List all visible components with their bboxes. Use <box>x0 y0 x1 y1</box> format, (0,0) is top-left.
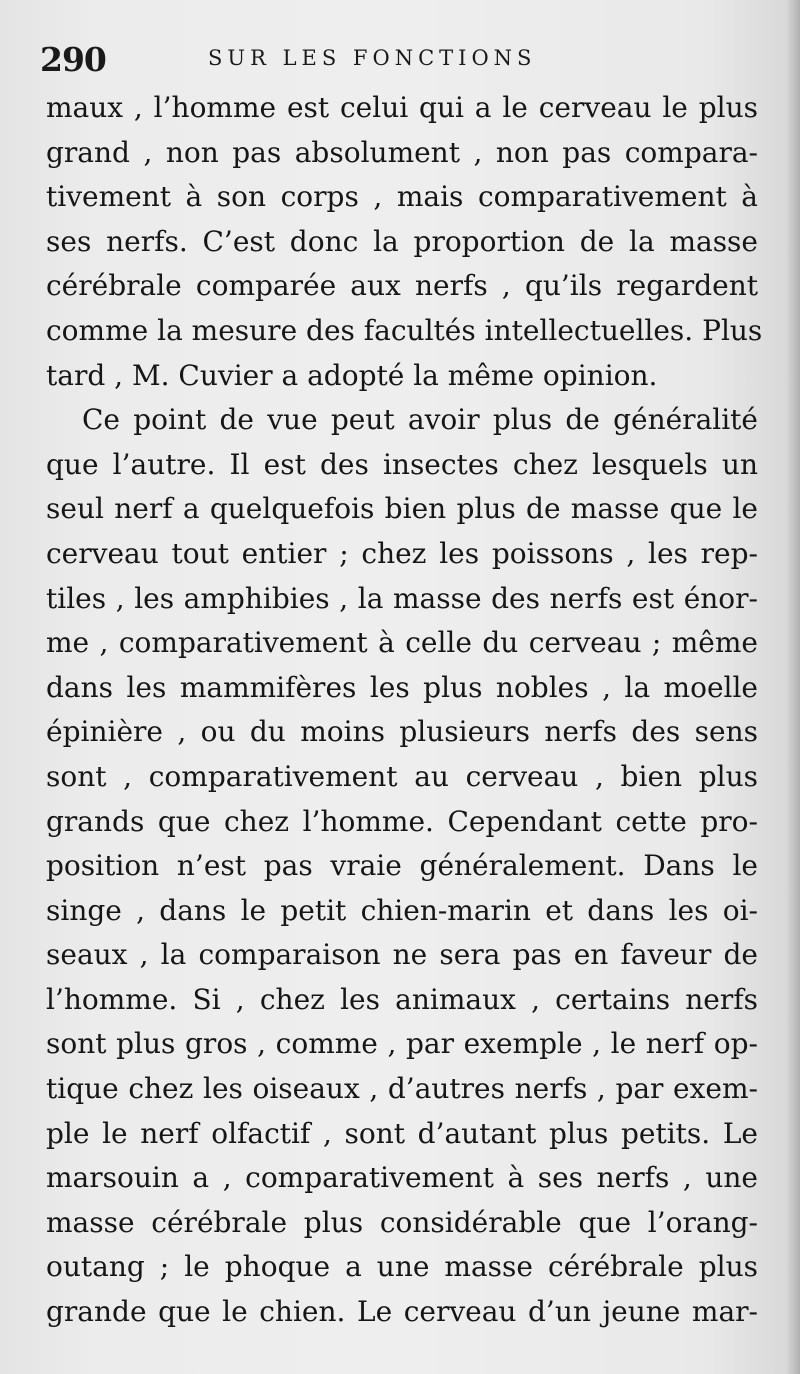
text-line: seul nerf a quelquefois bien plus de masse que le <box>46 492 758 526</box>
text-line: seaux , la comparaison ne sera pas en faveur de <box>46 938 758 972</box>
text-line: position n’est pas vraie généralement. Dans le <box>46 849 758 883</box>
text-line: que l’autre. Il est des insectes chez lesquels un <box>46 447 758 481</box>
text-line: cerveau tout entier ; chez les poissons , les rep- <box>46 536 758 570</box>
text-line: tivement à son corps , mais comparativement à <box>46 180 758 214</box>
page-number: 290 <box>40 40 106 79</box>
text-line: marsouin a , comparativement à ses nerfs , une <box>46 1161 758 1195</box>
text-line: tiles , les amphibies , la masse des nerfs est énor- <box>46 581 758 615</box>
page-gutter-shadow <box>786 0 800 1374</box>
text-line: Ce point de vue peut avoir plus de généralité <box>82 403 758 437</box>
text-line: me , comparativement à celle du cerveau ; même <box>46 626 758 660</box>
text-line: tique chez les oiseaux , d’autres nerfs , par exem- <box>46 1072 758 1106</box>
text-line: grande que le chien. Le cerveau d’un jeune mar- <box>46 1295 758 1329</box>
text-line: masse cérébrale plus considérable que l’orang- <box>46 1205 758 1239</box>
body-text <box>46 86 763 1335</box>
text-line: sont , comparativement au cerveau , bien plus <box>46 759 758 793</box>
text-line: outang ; le phoque a une masse cérébrale plus <box>46 1250 758 1284</box>
text-line: cérébrale comparée aux nerfs , qu’ils regardent <box>46 269 758 303</box>
text-line: comme la mesure des facultés intellectuelles. Plus <box>46 313 763 347</box>
paragraph-2 <box>46 398 758 1334</box>
text-line: dans les mammifères les plus nobles , la moelle <box>46 670 758 704</box>
text-line: grand , non pas absolument , non pas compara- <box>46 135 758 169</box>
text-line: maux , l’homme est celui qui a le cerveau le plus <box>46 91 758 124</box>
text-line: grands que chez l’homme. Cependant cette pro- <box>46 804 758 838</box>
page-header <box>40 38 760 78</box>
paragraph-1 <box>46 86 763 398</box>
text-line: épinière , ou du moins plusieurs nerfs des sens <box>46 715 758 749</box>
text-line: tard , M. Cuvier a adopté la même opinion. <box>46 358 658 392</box>
running-head: SUR LES FONCTIONS <box>208 46 537 70</box>
text-line: sont plus gros , comme , par exemple , le nerf op- <box>46 1027 758 1061</box>
text-line: ses nerfs. C’est donc la proportion de la masse <box>46 224 758 258</box>
text-line: l’homme. Si , chez les animaux , certains nerfs <box>46 982 758 1016</box>
text-line: singe , dans le petit chien-marin et dans les oi- <box>46 893 758 927</box>
text-line: ple le nerf olfactif , sont d’autant plus petits. Le <box>46 1116 758 1150</box>
